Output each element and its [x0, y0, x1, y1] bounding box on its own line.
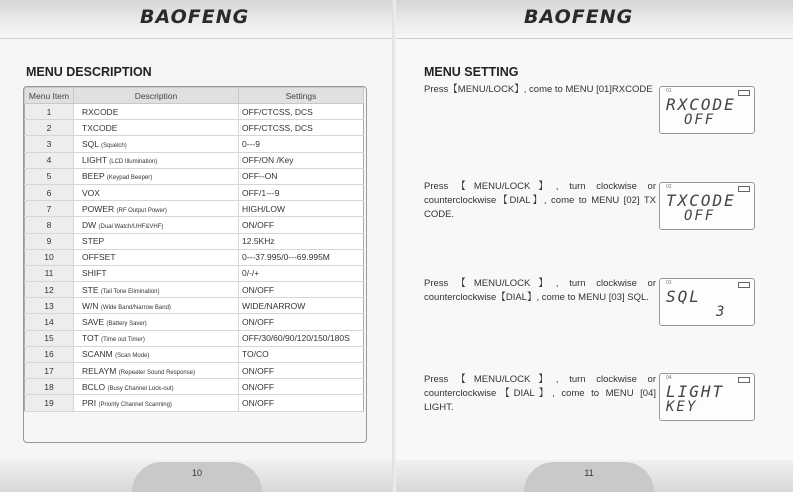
- table-row: [25, 395, 364, 411]
- menu-item-description: [74, 136, 239, 152]
- battery-icon: [738, 186, 750, 192]
- lcd-line-2: KEY: [666, 399, 698, 415]
- menu-item-settings: OFF/CTCSS, DCS: [239, 104, 364, 120]
- description-label: RXCODE: [82, 106, 119, 117]
- description-note: (Busy Channel Lock-out): [107, 385, 174, 392]
- left-page: [0, 0, 396, 492]
- lcd-line-1: SQL: [666, 287, 701, 306]
- description-note: (Tail Tone Elimination): [100, 288, 160, 295]
- menu-item-description: [74, 168, 239, 184]
- description-label: W/N: [82, 300, 99, 311]
- menu-item-number: 16: [25, 346, 74, 362]
- table-row: [25, 201, 364, 217]
- lcd-menu-number: 01: [666, 88, 672, 94]
- page-number: 11: [524, 462, 654, 492]
- menu-item-description: [74, 330, 239, 346]
- menu-table: [24, 87, 364, 412]
- instruction-step: Press【MENU/LOCK】, come to MENU [01]RXCODE: [424, 84, 653, 95]
- lcd-menu-number: 04: [666, 375, 672, 381]
- menu-item-description: [74, 184, 239, 200]
- menu-item-description: [74, 249, 239, 265]
- menu-item-number: 7: [25, 201, 74, 217]
- menu-item-number: 15: [25, 330, 74, 346]
- description-note: (Keypad Beeper): [106, 175, 153, 182]
- menu-item-number: 1: [25, 104, 74, 120]
- table-row: [25, 265, 364, 281]
- menu-item-settings: 0---9: [239, 136, 364, 152]
- page-footer: [0, 460, 396, 492]
- menu-item-settings: ON/OFF: [239, 379, 364, 395]
- instruction-step: Press【MENU/LOCK】, turn clockwise or counterclockwise【DIAL】, come to MENU [03] SQL.: [424, 278, 656, 303]
- battery-icon: [738, 377, 750, 383]
- page-number: 10: [132, 462, 262, 492]
- description-note: (Scan Mode): [115, 353, 150, 360]
- menu-item-settings: ON/OFF: [239, 395, 364, 411]
- menu-item-number: 11: [25, 265, 74, 281]
- menu-item-description: [74, 201, 239, 217]
- battery-icon: [738, 282, 750, 288]
- battery-icon: [738, 90, 750, 96]
- menu-item-description: [74, 346, 239, 362]
- menu-item-number: 12: [25, 282, 74, 298]
- description-label: BEEP: [82, 171, 105, 182]
- menu-item-settings: TO/CO: [239, 346, 364, 362]
- table-row: [25, 184, 364, 200]
- instruction-step: Press【MENU/LOCK】, turn clockwise or counterclockwise【DIAL】, come to MENU [04] LIGHT.: [424, 374, 656, 413]
- lcd-line-1: LIGHT: [666, 382, 725, 401]
- lcd-line-2: 3: [716, 304, 727, 320]
- menu-item-description: [74, 217, 239, 233]
- table-row: [25, 217, 364, 233]
- menu-item-settings: 12.5KHz: [239, 233, 364, 249]
- menu-item-description: [74, 152, 239, 168]
- menu-item-description: [74, 120, 239, 136]
- description-label: BCLO: [82, 381, 106, 392]
- menu-item-description: [74, 104, 239, 120]
- lcd-display: [659, 182, 755, 230]
- table-row: [25, 104, 364, 120]
- table-row: [25, 282, 364, 298]
- table-row: [25, 152, 364, 168]
- description-label: SQL: [82, 138, 99, 149]
- lcd-line-1: RXCODE: [666, 95, 736, 114]
- page-header: [0, 0, 396, 39]
- menu-item-number: 9: [25, 233, 74, 249]
- menu-item-number: 14: [25, 314, 74, 330]
- menu-item-description: [74, 298, 239, 314]
- brand-logo: BAOFENG: [524, 6, 634, 28]
- menu-item-description: [74, 314, 239, 330]
- menu-item-description: [74, 265, 239, 281]
- description-note: (Dual Watch/UHF&VHF): [98, 223, 164, 230]
- table-row: [25, 298, 364, 314]
- menu-item-settings: 0/-/+: [239, 265, 364, 281]
- description-label: LIGHT: [82, 155, 107, 166]
- description-note: (Priority Channel Scanning): [98, 401, 172, 408]
- menu-item-number: 10: [25, 249, 74, 265]
- description-label: OFFSET: [82, 252, 116, 263]
- description-label: VOX: [82, 187, 100, 198]
- menu-item-settings: OFF/CTCSS, DCS: [239, 120, 364, 136]
- menu-item-number: 2: [25, 120, 74, 136]
- menu-description-title: MENU DESCRIPTION: [26, 65, 152, 79]
- menu-item-number: 6: [25, 184, 74, 200]
- description-note: (Time out Timer): [101, 337, 145, 344]
- table-row: [25, 330, 364, 346]
- description-label: SHIFT: [82, 268, 107, 279]
- table-row: [25, 136, 364, 152]
- lcd-menu-number: 03: [666, 280, 672, 286]
- column-header-description: Description: [74, 88, 239, 104]
- lcd-menu-number: 02: [666, 184, 672, 190]
- menu-item-settings: 0---37.995/0---69.995M: [239, 249, 364, 265]
- description-label: PRI: [82, 397, 97, 408]
- menu-item-number: 17: [25, 363, 74, 379]
- menu-item-description: [74, 233, 239, 249]
- table-row: [25, 363, 364, 379]
- right-page: [396, 0, 793, 492]
- description-note: (LCD Illumination): [109, 159, 158, 166]
- table-header-row: [25, 88, 364, 104]
- menu-item-number: 5: [25, 168, 74, 184]
- lcd-display: [659, 373, 755, 421]
- description-note: (Squelch): [101, 142, 127, 149]
- menu-setting-title: MENU SETTING: [424, 65, 519, 79]
- description-label: STEP: [82, 236, 105, 247]
- page-header: [396, 0, 793, 39]
- table-row: [25, 314, 364, 330]
- description-label: SCANM: [82, 349, 113, 360]
- lcd-display: [659, 278, 755, 326]
- table-row: [25, 233, 364, 249]
- menu-item-settings: OFF/30/60/90/120/150/180S: [239, 330, 364, 346]
- page-footer: [396, 460, 793, 492]
- column-header-settings: Settings: [239, 88, 364, 104]
- lcd-line-1: TXCODE: [666, 191, 736, 210]
- menu-item-settings: OFF/ON /Key: [239, 152, 364, 168]
- description-label: SAVE: [82, 317, 105, 328]
- table-row: [25, 120, 364, 136]
- menu-item-number: 4: [25, 152, 74, 168]
- menu-item-settings: ON/OFF: [239, 282, 364, 298]
- menu-item-number: 18: [25, 379, 74, 395]
- menu-item-settings: ON/OFF: [239, 363, 364, 379]
- menu-item-settings: ON/OFF: [239, 314, 364, 330]
- menu-item-description: [74, 379, 239, 395]
- description-label: TOT: [82, 333, 99, 344]
- brand-logo: BAOFENG: [140, 6, 250, 28]
- menu-item-settings: OFF/1---9: [239, 184, 364, 200]
- instruction-step: Press【MENU/LOCK】, turn clockwise or counterclockwise【DIAL】, come to MENU [02] TX CODE.: [424, 181, 656, 220]
- description-label: POWER: [82, 203, 115, 214]
- description-note: (Wide Band/Narrow Band): [100, 304, 171, 311]
- description-label: STE: [82, 284, 99, 295]
- menu-item-number: 13: [25, 298, 74, 314]
- description-label: DW: [82, 219, 97, 230]
- table-row: [25, 346, 364, 362]
- description-label: TXCODE: [82, 122, 118, 133]
- lcd-line-2: OFF: [684, 112, 716, 128]
- menu-item-number: 8: [25, 217, 74, 233]
- table-row: [25, 379, 364, 395]
- description-note: (Battery Saver): [106, 321, 147, 328]
- lcd-display: [659, 86, 755, 134]
- description-label: RELAYM: [82, 365, 117, 376]
- menu-item-description: [74, 282, 239, 298]
- menu-item-description: [74, 395, 239, 411]
- menu-item-number: 19: [25, 395, 74, 411]
- menu-item-settings: ON/OFF: [239, 217, 364, 233]
- menu-item-settings: HIGH/LOW: [239, 201, 364, 217]
- menu-item-settings: WIDE/NARROW: [239, 298, 364, 314]
- lcd-line-2: OFF: [684, 208, 716, 224]
- table-row: [25, 249, 364, 265]
- menu-item-settings: OFF--ON: [239, 168, 364, 184]
- table-row: [25, 168, 364, 184]
- menu-item-number: 3: [25, 136, 74, 152]
- column-header-menu-item: Menu Item: [25, 88, 74, 104]
- menu-item-description: [74, 363, 239, 379]
- description-note: (Repeater Sound Response): [118, 369, 196, 376]
- description-note: (RF Output Power): [116, 207, 167, 214]
